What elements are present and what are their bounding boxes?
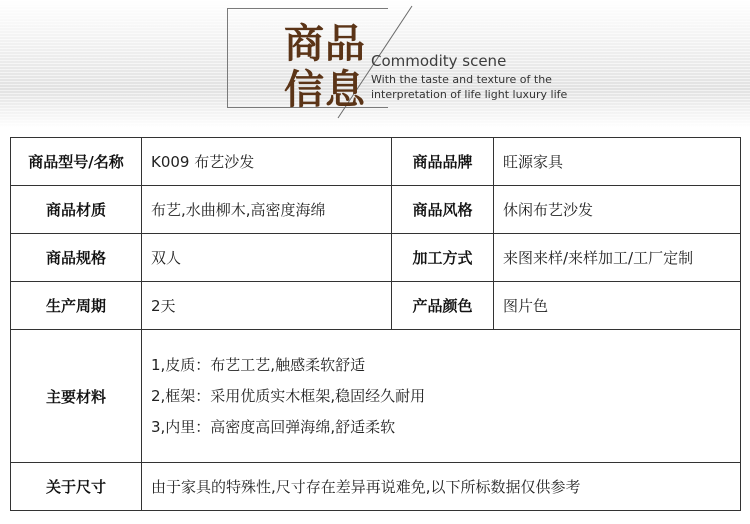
value-style: 休闲布艺沙发 (494, 186, 741, 234)
subtitle: Commodity scene (371, 52, 507, 70)
value-processing: 来图来样/来样加工/工厂定制 (494, 234, 741, 282)
value-spec: 双人 (142, 234, 392, 282)
product-info-table (10, 137, 741, 511)
label-main-materials: 主要材料 (11, 330, 142, 463)
label-size-note: 关于尺寸 (11, 463, 142, 511)
title-line1: 商品 (284, 21, 366, 67)
value-brand: 旺源家具 (494, 138, 741, 186)
table-row (11, 186, 741, 234)
table-row (11, 282, 741, 330)
table-row (11, 463, 741, 511)
table-row (11, 234, 741, 282)
label-spec: 商品规格 (11, 234, 142, 282)
header-banner (0, 0, 750, 128)
value-model-name: K009 布艺沙发 (142, 138, 392, 186)
material-item: 2,框架：采用优质实木框架,稳固经久耐用 (151, 386, 426, 405)
value-size-note: 由于家具的特殊性,尺寸存在差异再说难免,以下所标数据仅供参考 (142, 463, 741, 511)
label-style: 商品风格 (392, 186, 494, 234)
label-material: 商品材质 (11, 186, 142, 234)
label-color: 产品颜色 (392, 282, 494, 330)
table-row (11, 330, 741, 463)
value-production-cycle: 2天 (142, 282, 392, 330)
value-main-materials (142, 330, 741, 463)
material-item: 1,皮质：布艺工艺,触感柔软舒适 (151, 355, 366, 374)
value-material: 布艺,水曲柳木,高密度海绵 (142, 186, 392, 234)
value-color: 图片色 (494, 282, 741, 330)
label-production-cycle: 生产周期 (11, 282, 142, 330)
title-line2: 信息 (284, 67, 366, 113)
label-brand: 商品品牌 (392, 138, 494, 186)
table-row (11, 138, 741, 186)
tagline-line2: interpretation of life light luxury life (371, 88, 568, 101)
tagline-line1: With the taste and texture of the (371, 73, 552, 86)
label-model-name: 商品型号/名称 (11, 138, 142, 186)
material-item: 3,内里：高密度高回弹海绵,舒适柔软 (151, 417, 396, 436)
label-processing: 加工方式 (392, 234, 494, 282)
